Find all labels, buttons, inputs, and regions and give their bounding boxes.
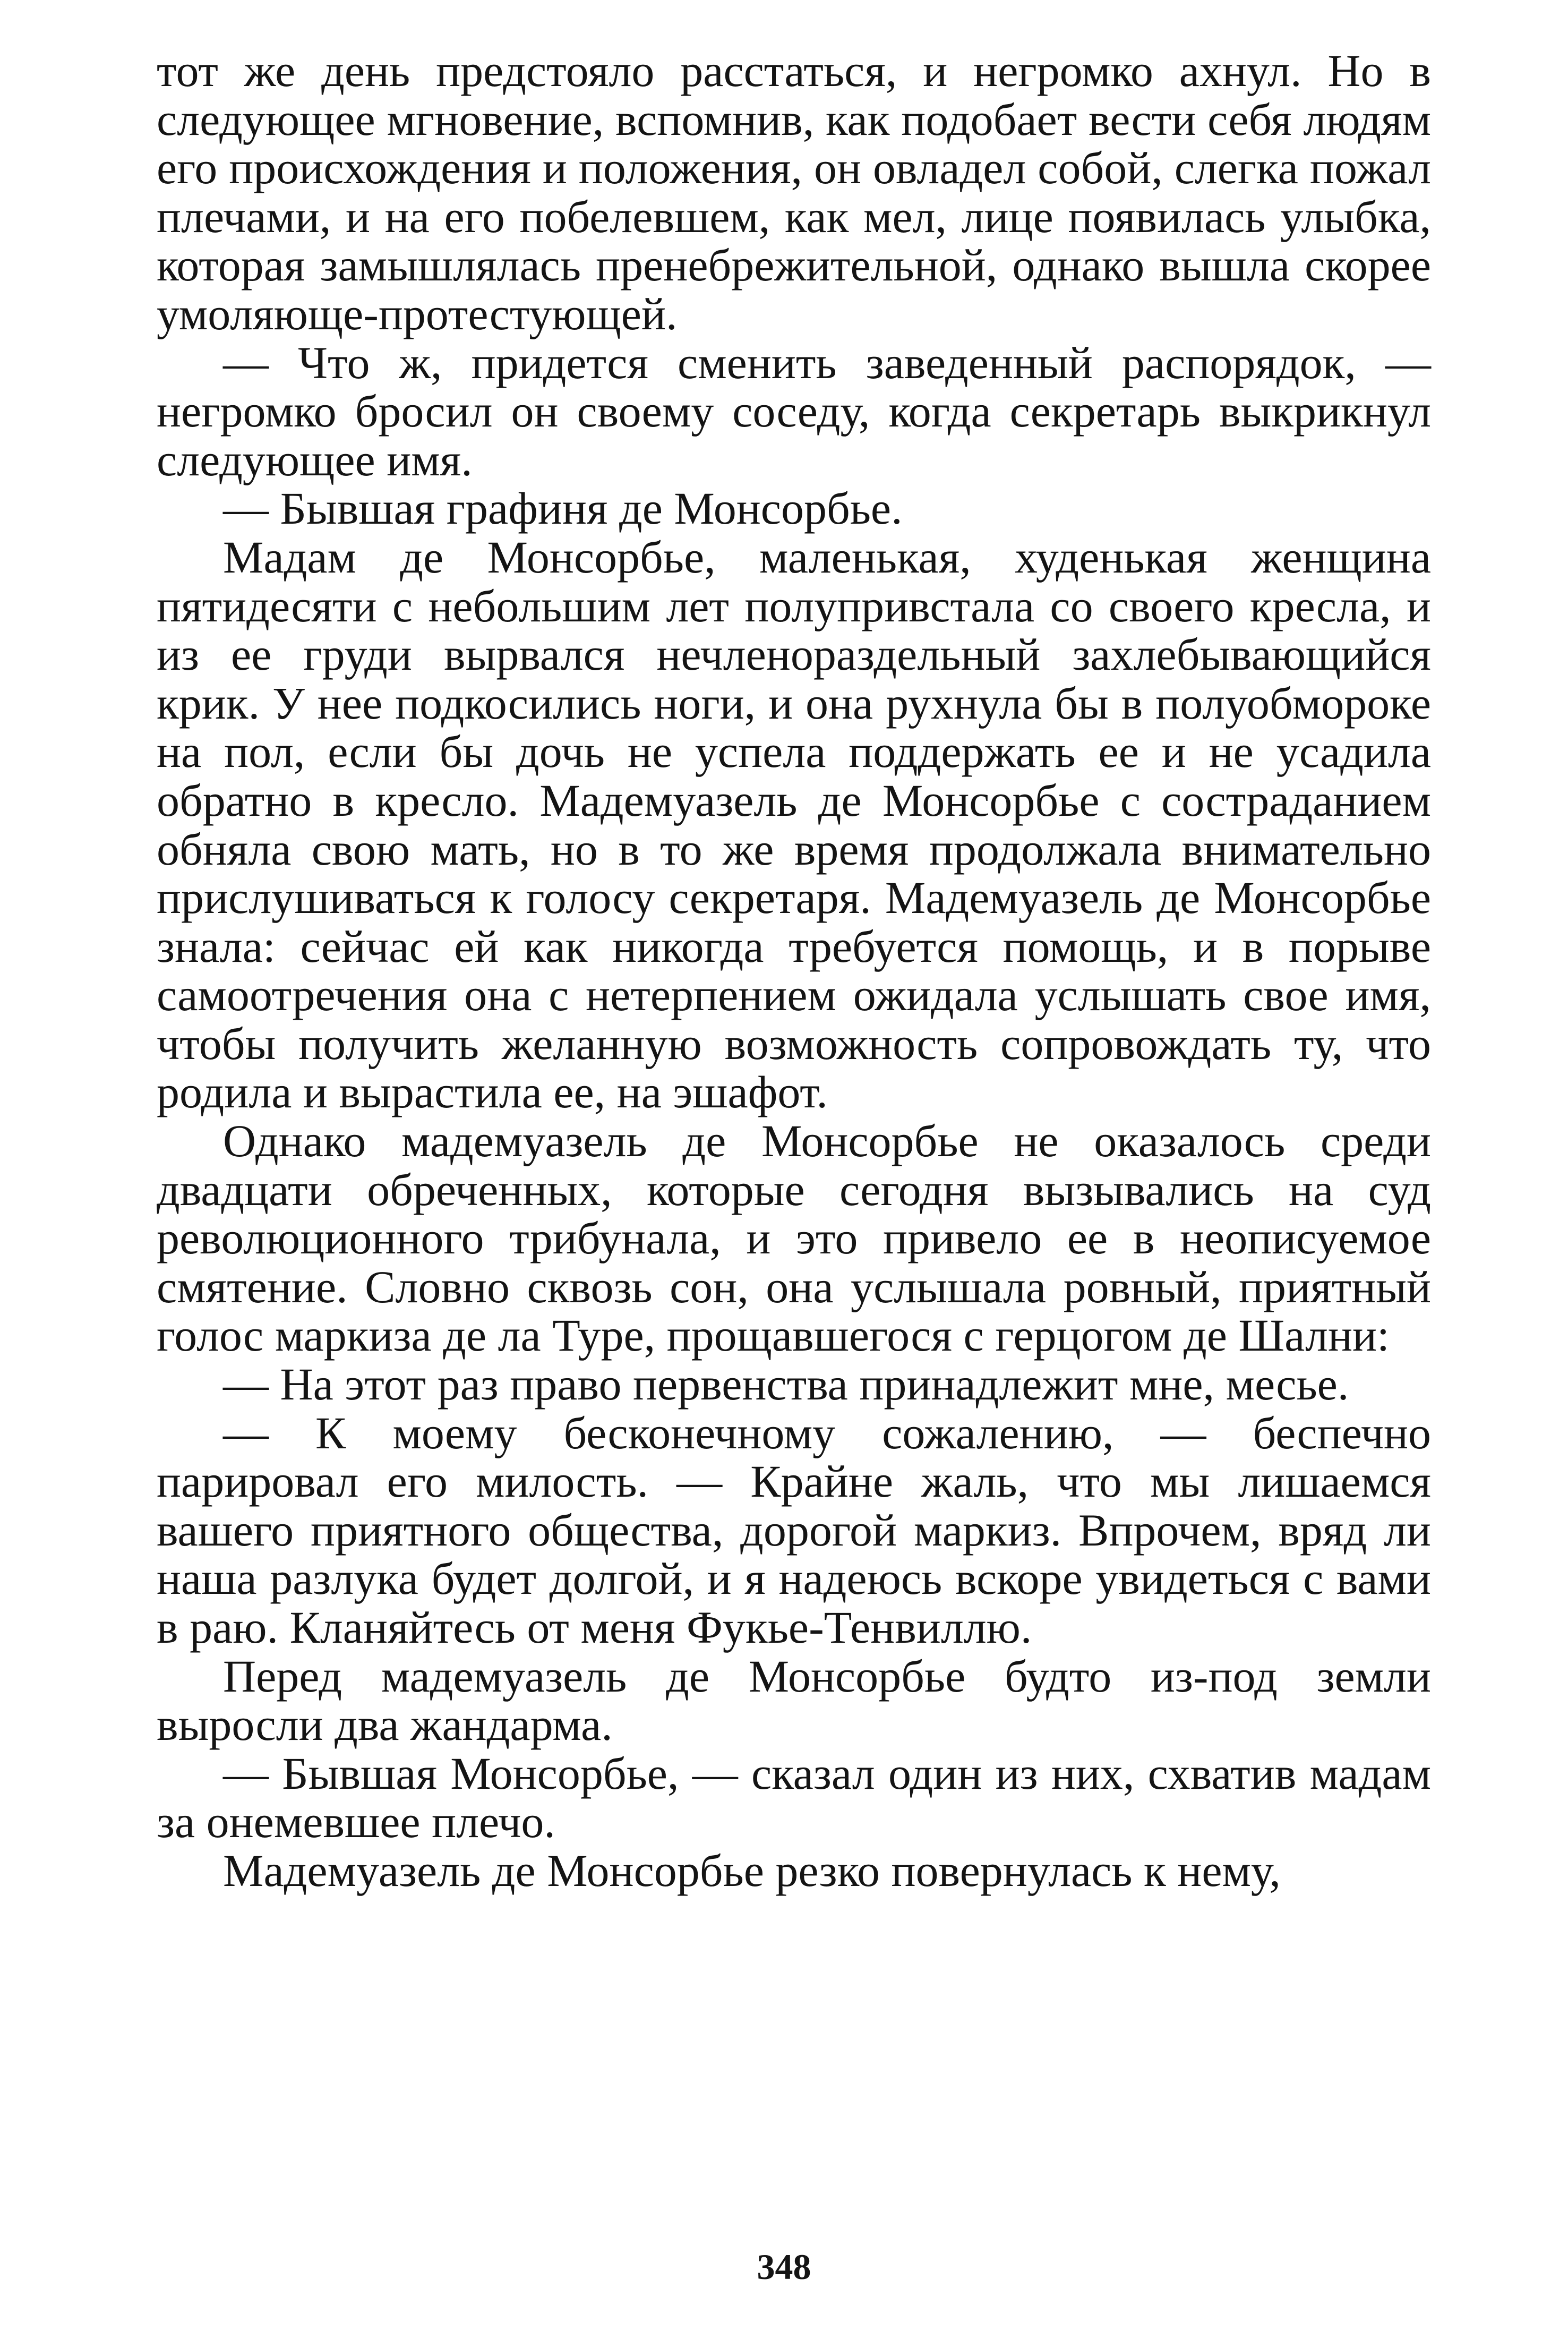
paragraph-dialogue: — Что ж, придется сменить заведенный распорядок, — негромко бросил он своему соседу, когда секретарь выкрикнул следующее имя.: [157, 337, 1431, 485]
paragraph-continued: тот же день предстояло расстаться, и негромко ахнул. Но в следующее мгновение, вспомнив, как подобает вести себя людям его происхождения и положения, он овладел собой, слегка пожал плечами, и на его побелевшем, как мел, лице появилась улыбка, которая замышлялась пренебрежительной, однако вышла скорее умоляюще-протестующей.: [157, 45, 1431, 339]
paragraph-dialogue: — Бывшая графиня де Монсорбье.: [223, 483, 903, 534]
paragraph: Мадемуазель де Монсорбье резко повернулась к нему,: [223, 1845, 1281, 1896]
paragraph-dialogue: — На этот раз право первенства принадлежит мне, месье.: [223, 1359, 1349, 1410]
page-number: 348: [757, 2247, 811, 2287]
page-body-text: [157, 47, 1431, 1896]
paragraph-dialogue: — Бывшая Монсорбье, — сказал один из них, схватив мадам за онемевшее плечо.: [157, 1747, 1431, 1848]
paragraph: Мадам де Монсорбье, маленькая, худенькая женщина пятидесяти с небольшим лет полупривстала со своего кресла, и из ее груди вырвался нечленораздельный захлебывающийся крик. У нее подкосились ноги, и она рухнула бы в полуобмороке на пол, если бы дочь не успела поддержать ее и не усадила обратно в кресло. Мадемуазель де Монсорбье с состраданием обняла свою мать, но в то же время продолжала внимательно прислушиваться к голосу секретаря. Мадемуазель де Монсорбье знала: сейчас ей как никогда требуется помощь, и в порыве самоотречения она с нетерпением ожидала услышать свое имя, чтобы получить желанную возможность сопровождать ту, что родила и вырастила ее, на эшафот.: [157, 531, 1431, 1118]
paragraph: Однако мадемуазель де Монсорбье не оказалось среди двадцати обреченных, которые сегодня вызывались на суд революционного трибунала, и это привело ее в неописуемое смятение. Словно сквозь сон, она услышала ровный, приятный голос маркиза де ла Туре, прощавшегося с герцогом де Шални:: [157, 1115, 1431, 1361]
paragraph-dialogue: — К моему бесконечному сожалению, — беспечно парировал его милость. — Крайне жаль, что мы лишаемся вашего приятного общества, дорогой маркиз. Впрочем, вряд ли наша разлука будет долгой, и я надеюсь вскоре увидеться с вами в раю. Кланяйтесь от меня Фукье-Тенвиллю.: [157, 1407, 1431, 1653]
paragraph: Перед мадемуазель де Монсорбье будто из-под земли выросли два жандарма.: [157, 1650, 1431, 1751]
